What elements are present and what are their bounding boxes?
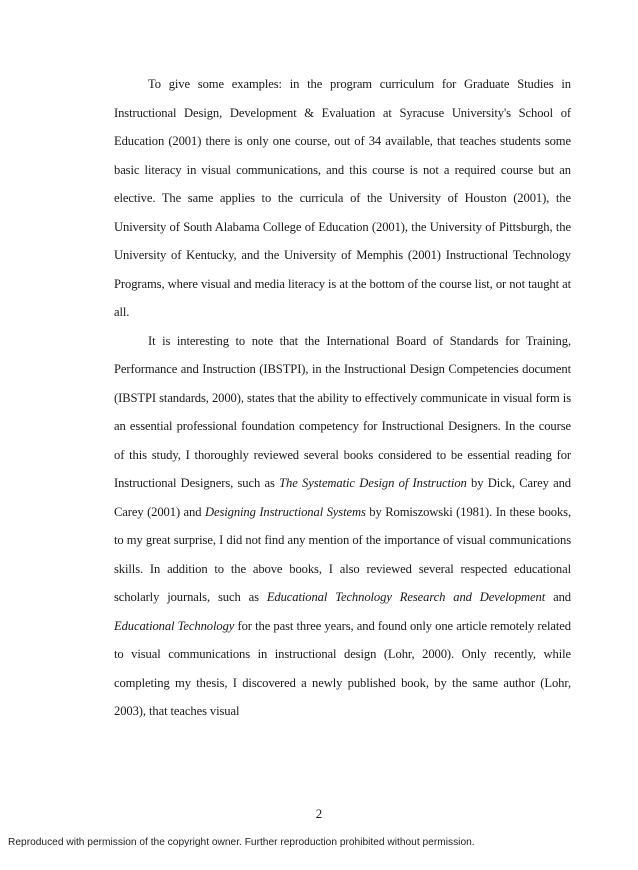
paragraph-text: for the past three years, and found only one article remotely related to visual communications in instructional design (Lohr, 2000). Only recently, while completing my thesis, I discovered a newly published book, by the same author (Lohr, 2003), that teaches visual xyxy=(114,618,571,718)
paragraph-text: by Dick, Carey and Carey (2001) and xyxy=(114,476,571,519)
paragraph-text: It is interesting to note that the International Board of Standards for Training, Performance and Instruction (IBSTPI), in the Instructional Design Competencies document (IBSTPI standards, 2000), states that the ability to effectively communicate in visual form is an essential professional foundation competency for Instructional Designers. In the course of this study, I thoroughly reviewed several books considered to be essential reading for Instructional Designers, such as xyxy=(114,333,571,490)
paragraph-text: by Romiszowski (1981). In these books, to my great surprise, I did not find any mention of the importance of visual communications skills. In addition to the above books, I also reviewed several respected educational scholarly journals, such as xyxy=(114,504,572,604)
paragraph xyxy=(114,70,571,327)
book-title: The Systematic Design of Instruction xyxy=(279,476,467,490)
journal-title: Educational Technology Research and Development xyxy=(266,590,546,604)
paragraph-text: To give some examples: in the program curriculum for Graduate Studies in Instructional Design, Development & Evaluation at Syracuse University's School of Education (2001) there is only one course, out of 34 available, that teaches students some basic literacy in visual communications, and this course is not a required course but an elective. The same applies to the curricula of the University of Houston (2001), the University of South Alabama College of Education (2001), the University of Pittsburgh, the University of Kentucky, and the University of Memphis (2001) Instructional Technology Programs, where visual and media literacy is at the bottom of the course list, or not taught at all. xyxy=(114,77,571,319)
copyright-notice: Reproduced with permission of the copyright owner. Further reproduction prohibited without permission. xyxy=(8,837,475,848)
journal-title: Educational Technology xyxy=(114,618,235,633)
book-title: Designing Instructional Systems xyxy=(204,504,366,519)
paragraph-text: and xyxy=(553,590,571,604)
document-body xyxy=(114,70,571,726)
paragraph xyxy=(114,327,571,726)
page-number: 2 xyxy=(315,806,323,821)
